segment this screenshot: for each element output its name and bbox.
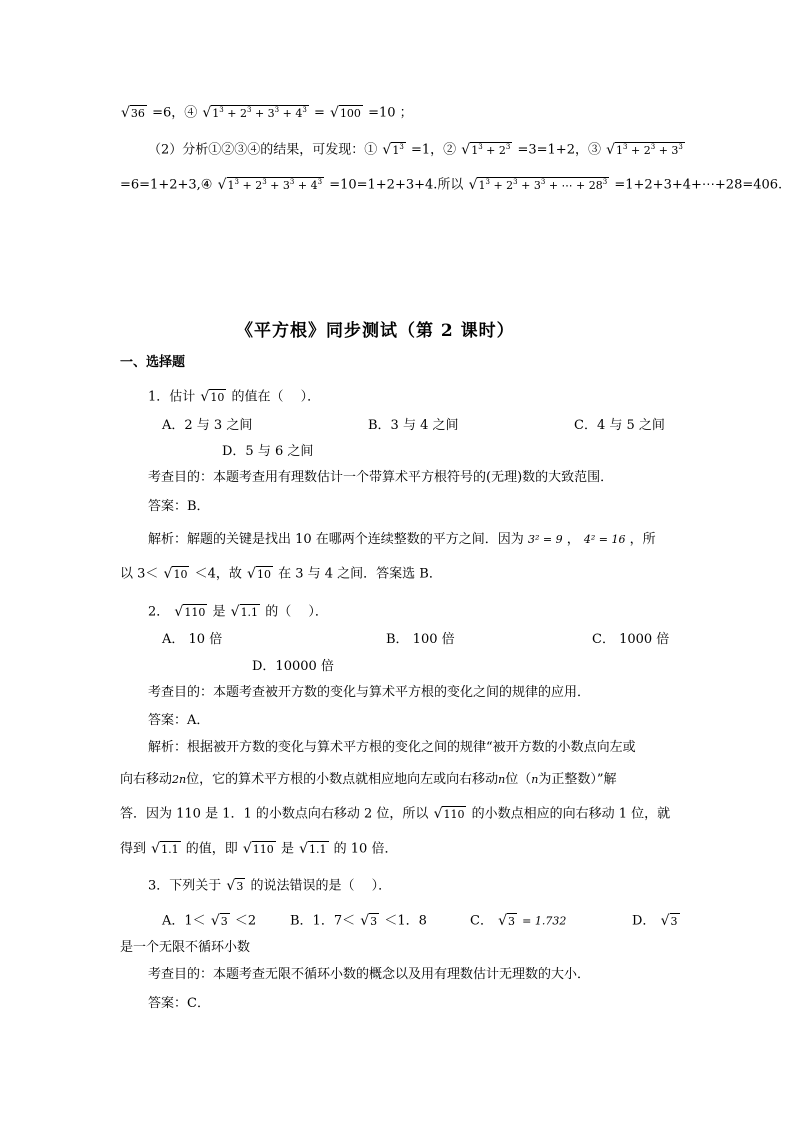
section-heading: 一、选择题	[120, 355, 186, 370]
q3-stem: 3．下列关于 √3 的说法错误的是（ ）．	[148, 878, 392, 894]
q3-option-a[interactable]: A．1＜ √3 ＜2	[162, 913, 257, 929]
q1-purpose: 考查目的：本题考查用有理数估计一个带算术平方根符号的(无理)数的大致范围．	[148, 470, 614, 485]
sqrt-10c: √10	[247, 566, 271, 582]
q1-answer: 答案：B．	[148, 499, 210, 514]
sqrt-3d: √3	[660, 913, 678, 929]
q2-explanation-2: 向右移动2n位，它的算术平方根的小数点就相应地向左或向右移动n位（n为正整数）”解	[120, 772, 617, 787]
q1-square-3: 3² = 9	[527, 533, 563, 546]
q1-option-d[interactable]: D．5 与 6 之间	[222, 444, 314, 459]
q2-answer: 答案：A．	[148, 713, 210, 728]
q2-stem: 2． √110 是 √1.1 的（ ）．	[148, 604, 328, 620]
sqrt-1-1c: √1.1	[299, 841, 327, 857]
top-line-2: （2）分析①②③④的结果，可发现：① $√1^3 =1$，② $√1^3 + 2^3 =3=1+2$，③ $√1^3 + 2^3 + 3^3$	[148, 142, 683, 158]
sqrt-1-1b: √1.1	[151, 841, 179, 857]
q1-option-b[interactable]: B．3 与 4 之间	[368, 418, 459, 433]
sqrt-100: √100	[330, 105, 361, 121]
sqrt-sum-cubes-3: $√1^3 + 2^3 + 3^3$	[606, 142, 683, 158]
sqrt-3b: √3	[360, 913, 378, 929]
q1-option-a[interactable]: A．2 与 3 之间	[162, 418, 253, 433]
q3-option-d-continued: 是一个无限不循环小数	[120, 940, 251, 955]
q1-explanation-2: 以 3＜ √10 ＜4，故 √10 在 3 与 4 之间．答案选 B．	[120, 566, 442, 582]
q1-option-c[interactable]: C．4 与 5 之间	[574, 418, 665, 433]
q2-explanation-1: 解析：根据被开方数的变化与算术平方根的变化之间的规律“被开方数的小数点向左或	[148, 740, 636, 755]
q3-purpose: 考查目的：本题考查无限不循环小数的概念以及用有理数估计无理数的大小．	[148, 967, 591, 982]
q2-option-a[interactable]: A． 10 倍	[162, 632, 223, 647]
sqrt-10: √10	[200, 389, 225, 405]
sqrt-sum-cubes-4b: $√1^3 + 2^3 + 3^3 + 4^3$	[217, 177, 323, 193]
sqrt-1-1: √1.1	[230, 604, 259, 620]
sqrt-36: √36	[121, 105, 145, 121]
sqrt-3c: √3	[498, 913, 516, 929]
q1-stem: 1．估计 √10 的值在（ ）．	[148, 389, 321, 405]
q1-explanation-1: 解析：解题的关键是找出 10 在哪两个连续整数的平方之间．因为 3² = 9 ， 4² = 16 ，所	[148, 532, 656, 547]
page-title: 《平方根》同步测试（第 2 课时）	[236, 321, 515, 341]
sqrt-10b: √10	[163, 566, 188, 582]
sqrt-3: √3	[226, 878, 244, 894]
q2-explanation-4: 得到 √1.1 的值，即 √110 是 √1.1 的 10 倍．	[120, 841, 398, 857]
q3-answer: 答案：C．	[148, 996, 210, 1011]
q2-purpose: 考查目的：本题考查被开方数的变化与算术平方根的变化之间的规律的应用．	[148, 685, 591, 700]
sqrt-110b: √110	[433, 806, 465, 822]
q3-option-d[interactable]: D． √3	[632, 913, 678, 929]
q2-option-c[interactable]: C． 1000 倍	[592, 632, 670, 647]
sqrt-110c: √110	[242, 841, 274, 857]
top-line-1: √36 =6，④ $√1^3 + 2^3 + 3^3 + 4^3 = √100 =10$ ；	[121, 105, 413, 121]
q3-option-b[interactable]: B．1．7＜ √3 ＜1．8	[290, 913, 427, 929]
top-line-3: =6=1+2+3,④ $√1^3 + 2^3 + 3^3 + 4^3 =10=1+2+3+4$.所以 $√1^3 + 2^3 + 3^3$ + ⋯ + $28^3$ =1+2+3+4+⋯+28=406.	[120, 177, 783, 193]
q2-option-d[interactable]: D．10000 倍	[252, 659, 334, 674]
q2-explanation-3: 答．因为 110 是 1．1 的小数点向右移动 2 位，所以 √110 的小数点相应的向右移动 1 位，就	[120, 806, 671, 822]
q2-option-b[interactable]: B． 100 倍	[386, 632, 455, 647]
sqrt-sum-cubes-4: $√1^3 + 2^3 + 3^3 + 4^3$	[202, 105, 307, 121]
q1-square-4: 4² = 16	[583, 533, 626, 546]
sqrt-sum-cubes-2: $√1^3 + 2^3$	[461, 142, 511, 158]
q3-option-c[interactable]: C． √3 = 1.732	[470, 913, 567, 929]
sqrt-1-cubed: $√1^3$	[382, 142, 404, 158]
sqrt-sum-cubes-28: $√1^3 + 2^3 + 3^3$ + ⋯ + $28^3$	[468, 177, 608, 193]
sqrt-3a: √3	[210, 913, 228, 929]
sqrt-110: √110	[174, 604, 206, 620]
